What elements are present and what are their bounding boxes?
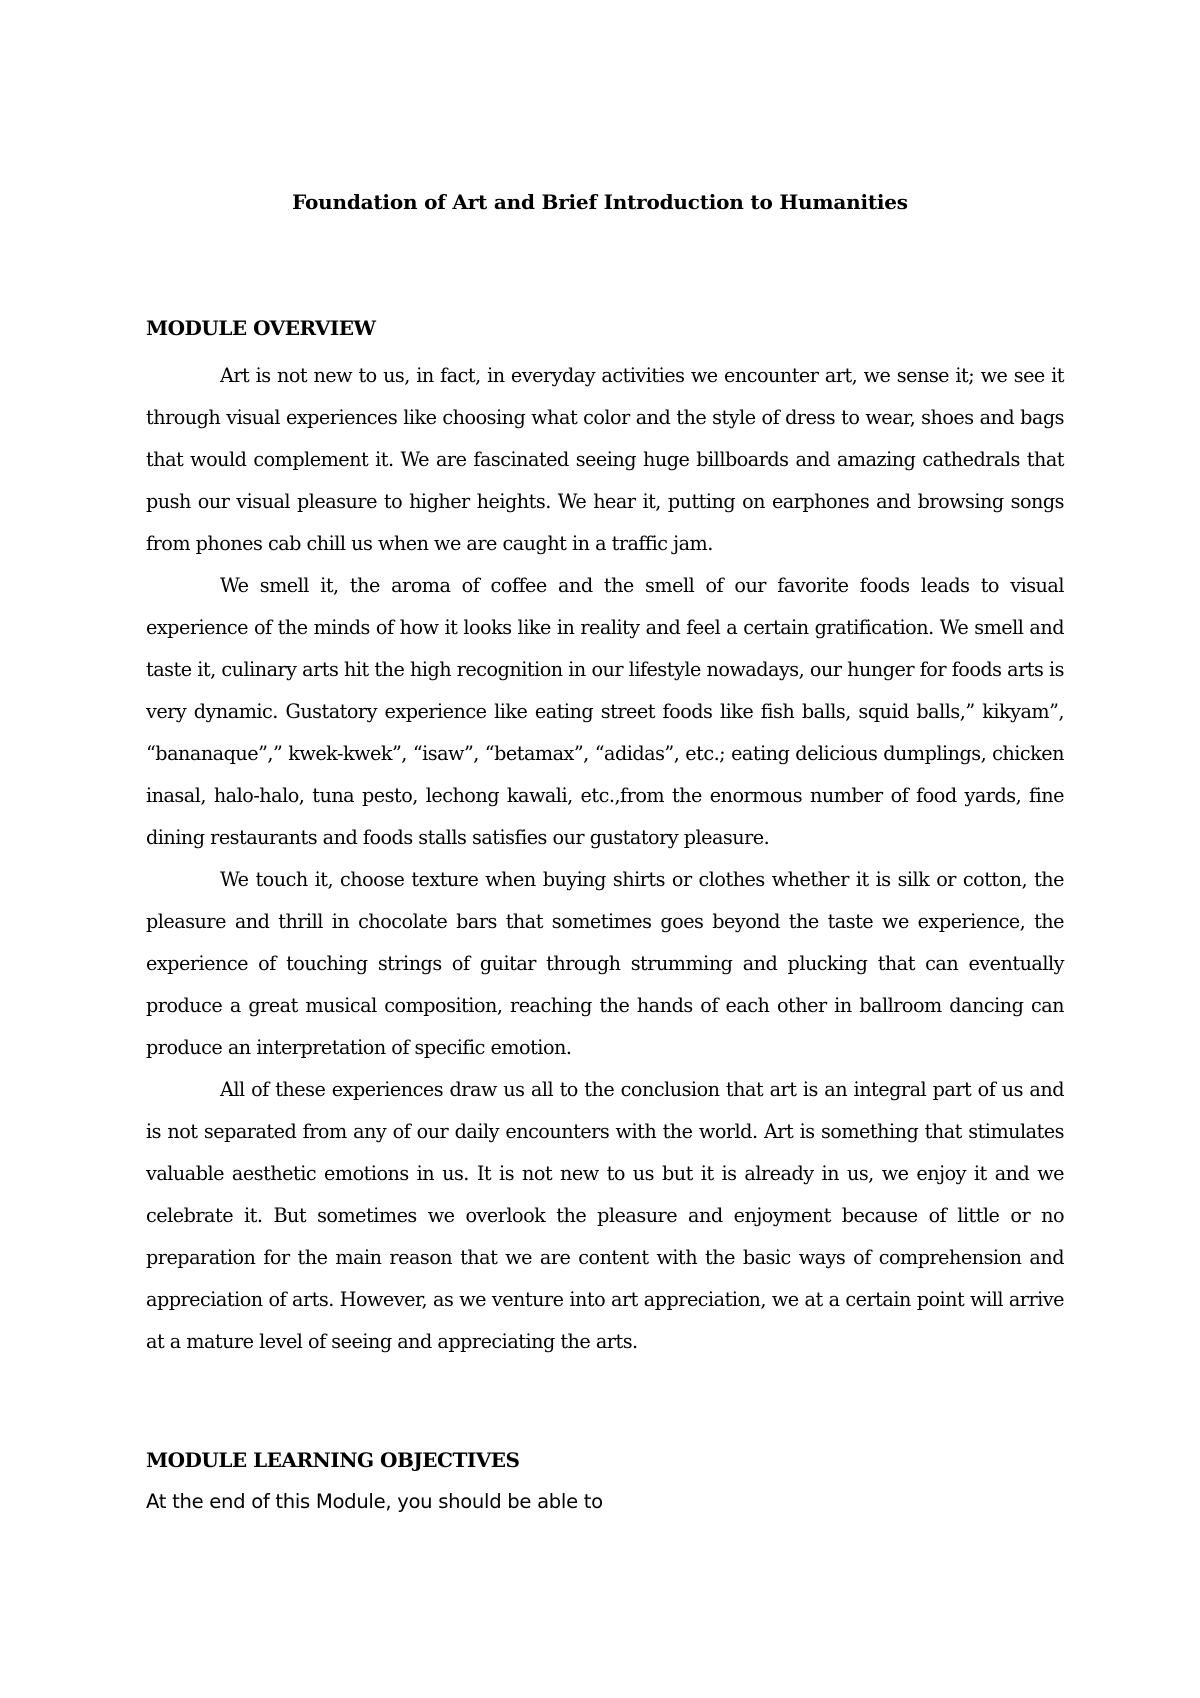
module-overview-body: [146, 355, 1064, 1363]
overview-paragraph-1: Art is not new to us, in fact, in everyday activities we encounter art, we sense it; we see it through visual experiences like choosing what color and the style of dress to wear, shoes and bags that would complement it. We are fascinated seeing huge billboards and amazing cathedrals that push our visual pleasure to higher heights. We hear it, putting on earphones and browsing songs from phones cab chill us when we are caught in a traffic jam.: [146, 364, 1064, 555]
module-overview-heading: MODULE OVERVIEW: [146, 316, 376, 340]
overview-paragraph-3: We touch it, choose texture when buying shirts or clothes whether it is silk or cotton, the pleasure and thrill in chocolate bars that sometimes goes beyond the taste we experience, the experience of touching strings of guitar through strumming and plucking that can eventually produce a great musical composition, reaching the hands of each other in ballroom dancing can produce an interpretation of specific emotion.: [146, 868, 1064, 1059]
module-objectives-heading: MODULE LEARNING OBJECTIVES: [146, 1448, 520, 1472]
overview-paragraph-2: We smell it, the aroma of coffee and the smell of our favorite foods leads to visual experience of the minds of how it looks like in reality and feel a certain gratification. We smell and taste it, culinary arts hit the high recognition in our lifestyle nowadays, our hunger for foods arts is very dynamic. Gustatory experience like eating street foods like fish balls, squid balls,” kikyam”, “bananaque”,” kwek-kwek”, “isaw”, “betamax”, “adidas”, etc.; eating delicious dumplings, chicken inasal, halo-halo, tuna pesto, lechong kawali, etc.,from the enormous number of food yards, fine dining restaurants and foods stalls satisfies our gustatory pleasure.: [146, 574, 1064, 849]
objectives-intro: At the end of this Module, you should be able to: [146, 1490, 603, 1513]
overview-paragraph-4: All of these experiences draw us all to the conclusion that art is an integral part of us and is not separated from any of our daily encounters with the world. Art is something that stimulates valuable aesthetic emotions in us. It is not new to us but it is already in us, we enjoy it and we celebrate it. But sometimes we overlook the pleasure and enjoyment because of little or no preparation for the main reason that we are content with the basic ways of comprehension and appreciation of arts. However, as we venture into art appreciation, we at a certain point will arrive at a mature level of seeing and appreciating the arts.: [146, 1078, 1064, 1353]
document-title: Foundation of Art and Brief Introduction to Humanities: [292, 190, 908, 214]
